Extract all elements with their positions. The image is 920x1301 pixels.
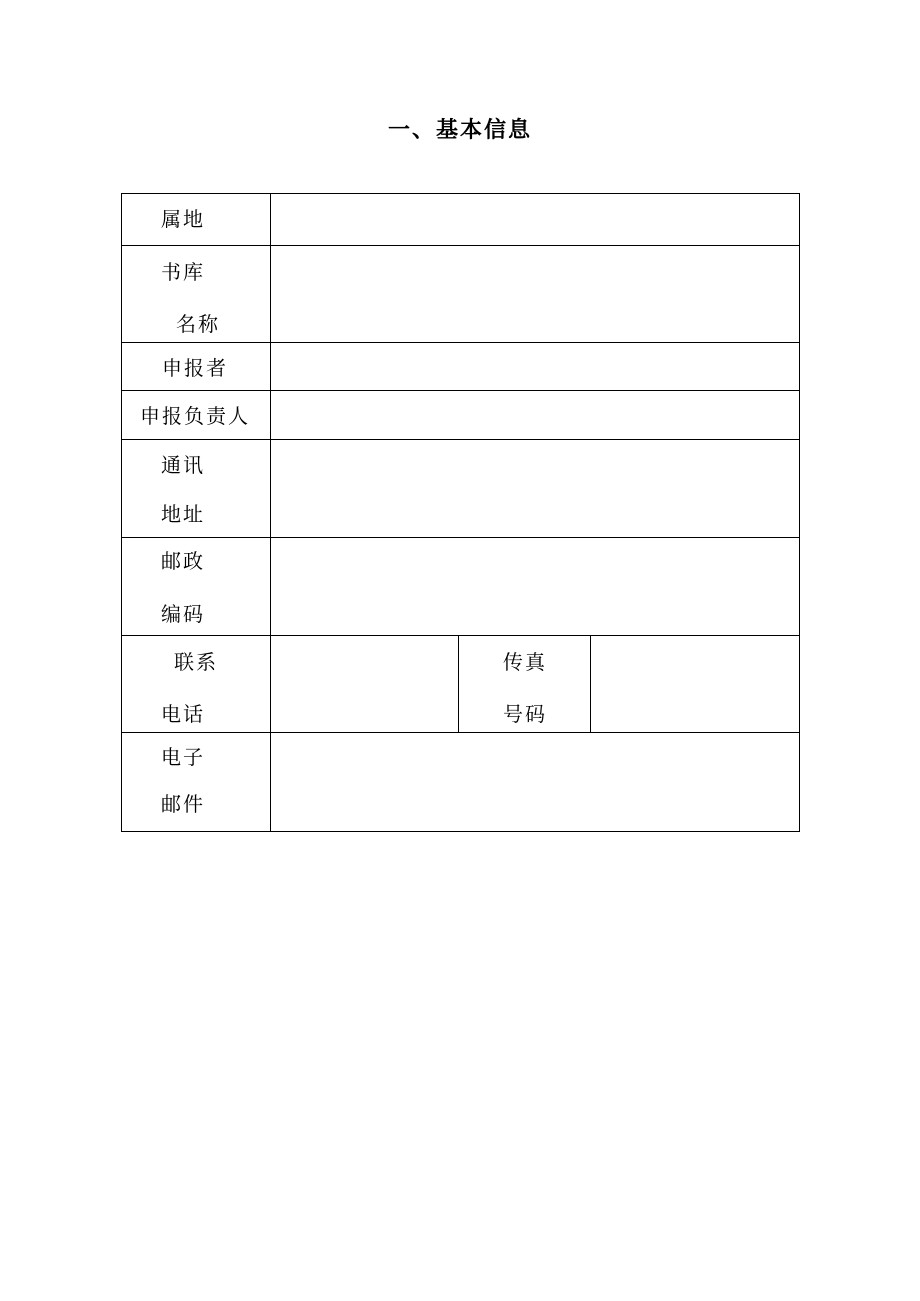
row-email (122, 733, 800, 832)
label-fax: 传真 号码 (459, 636, 591, 733)
row-applicant (122, 343, 800, 391)
label-phone: 联系 电话 (122, 636, 271, 733)
row-phone-fax (122, 636, 800, 733)
row-library-name (122, 246, 800, 343)
value-location[interactable] (271, 194, 800, 246)
value-address[interactable] (271, 440, 800, 538)
value-applicant-head[interactable] (271, 391, 800, 440)
value-applicant[interactable] (271, 343, 800, 391)
value-email[interactable] (271, 733, 800, 832)
label-postcode: 邮政 编码 (122, 538, 271, 636)
label-address: 通讯 地址 (122, 440, 271, 538)
row-postcode (122, 538, 800, 636)
value-fax[interactable] (591, 636, 800, 733)
row-location (122, 194, 800, 246)
label-applicant: 申报者 (122, 343, 271, 391)
page-title: 一、基本信息 (387, 118, 532, 143)
label-email: 电子 邮件 (122, 733, 271, 832)
row-address (122, 440, 800, 538)
label-location: 属地 (122, 194, 271, 246)
value-phone[interactable] (271, 636, 459, 733)
label-applicant-head: 申报负责人 (122, 391, 271, 440)
row-applicant-head (122, 391, 800, 440)
basic-info-table (121, 193, 800, 832)
value-library-name[interactable] (271, 246, 800, 343)
label-library-name: 书库 名称 (122, 246, 271, 343)
value-postcode[interactable] (271, 538, 800, 636)
